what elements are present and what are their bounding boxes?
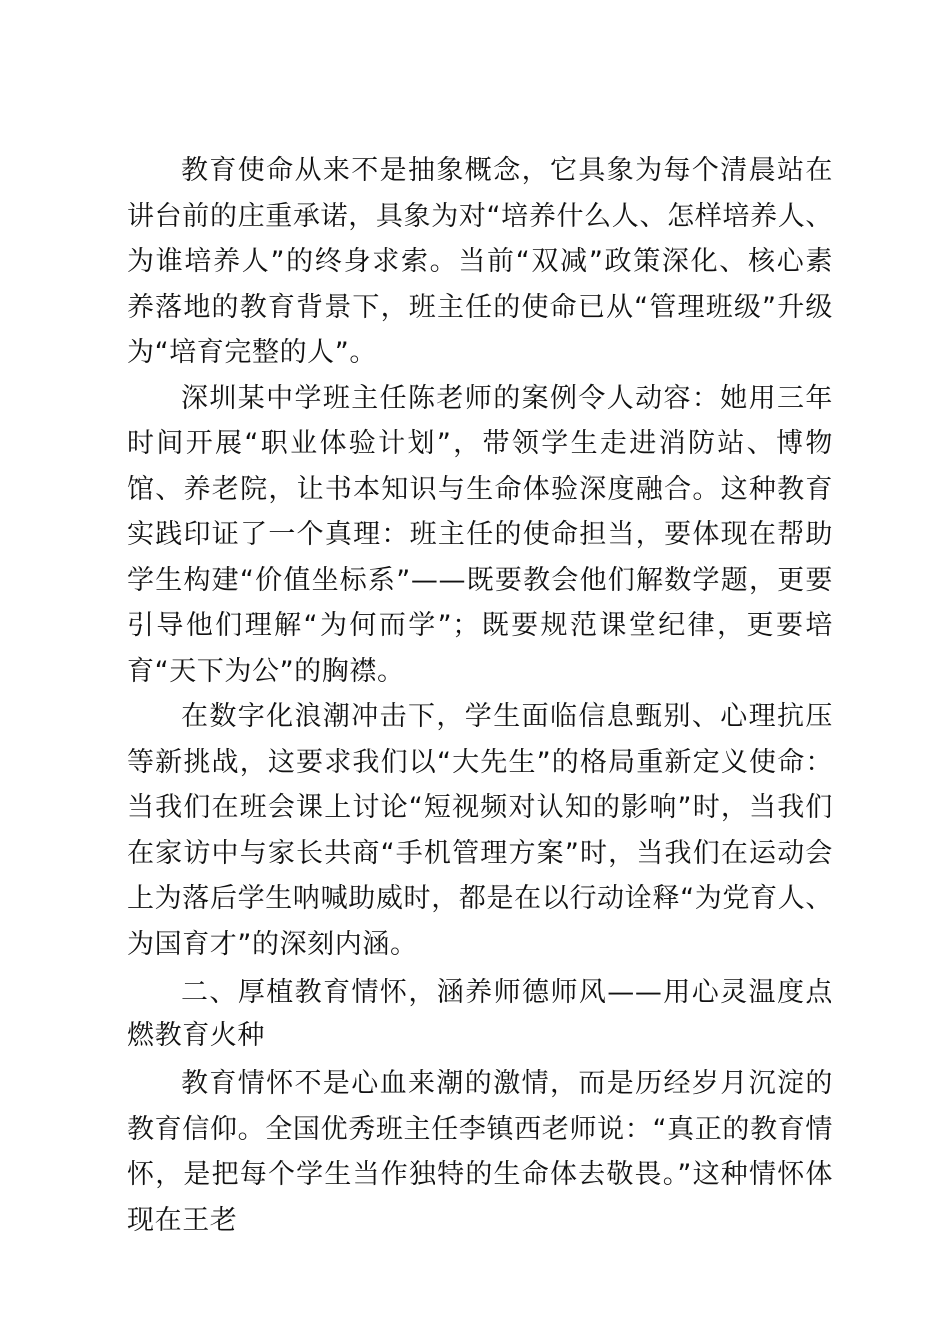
document-body	[127, 148, 833, 1243]
body-paragraph: 教育使命从来不是抽象概念，它具象为每个清晨站在讲台前的庄重承诺，具象为对“培养什么人、怎样培养人、为谁培养人”的终身求索。当前“双减”政策深化、核心素养落地的教育背景下，班主任的使命已从“管理班级”升级为“培育完整的人”。	[127, 155, 833, 368]
section-heading: 二、厚植教育情怀，涵养师德师风——用心灵温度点燃教育火种	[127, 977, 833, 1051]
body-paragraph: 教育情怀不是心血来潮的激情，而是历经岁月沉淀的教育信仰。全国优秀班主任李镇西老师说：“真正的教育情怀，是把每个学生当作独特的生命体去敬畏。”这种情怀体现在王老	[127, 1068, 833, 1236]
body-paragraph: 深圳某中学班主任陈老师的案例令人动容：她用三年时间开展“职业体验计划”，带领学生走进消防站、博物馆、养老院，让书本知识与生命体验深度融合。这种教育实践印证了一个真理：班主任的使命担当，要体现在帮助学生构建“价值坐标系”——既要教会他们解数学题，更要引导他们理解“为何而学”；既要规范课堂纪律，更要培育“天下为公”的胸襟。	[127, 382, 833, 687]
body-paragraph: 在数字化浪潮冲击下，学生面临信息甄别、心理抗压等新挑战，这要求我们以“大先生”的格局重新定义使命：当我们在班会课上讨论“短视频对认知的影响”时，当我们在家访中与家长共商“手机管理方案”时，当我们在运动会上为落后学生呐喊助威时，都是在以行动诠释“为党育人、为国育才”的深刻内涵。	[127, 701, 833, 960]
